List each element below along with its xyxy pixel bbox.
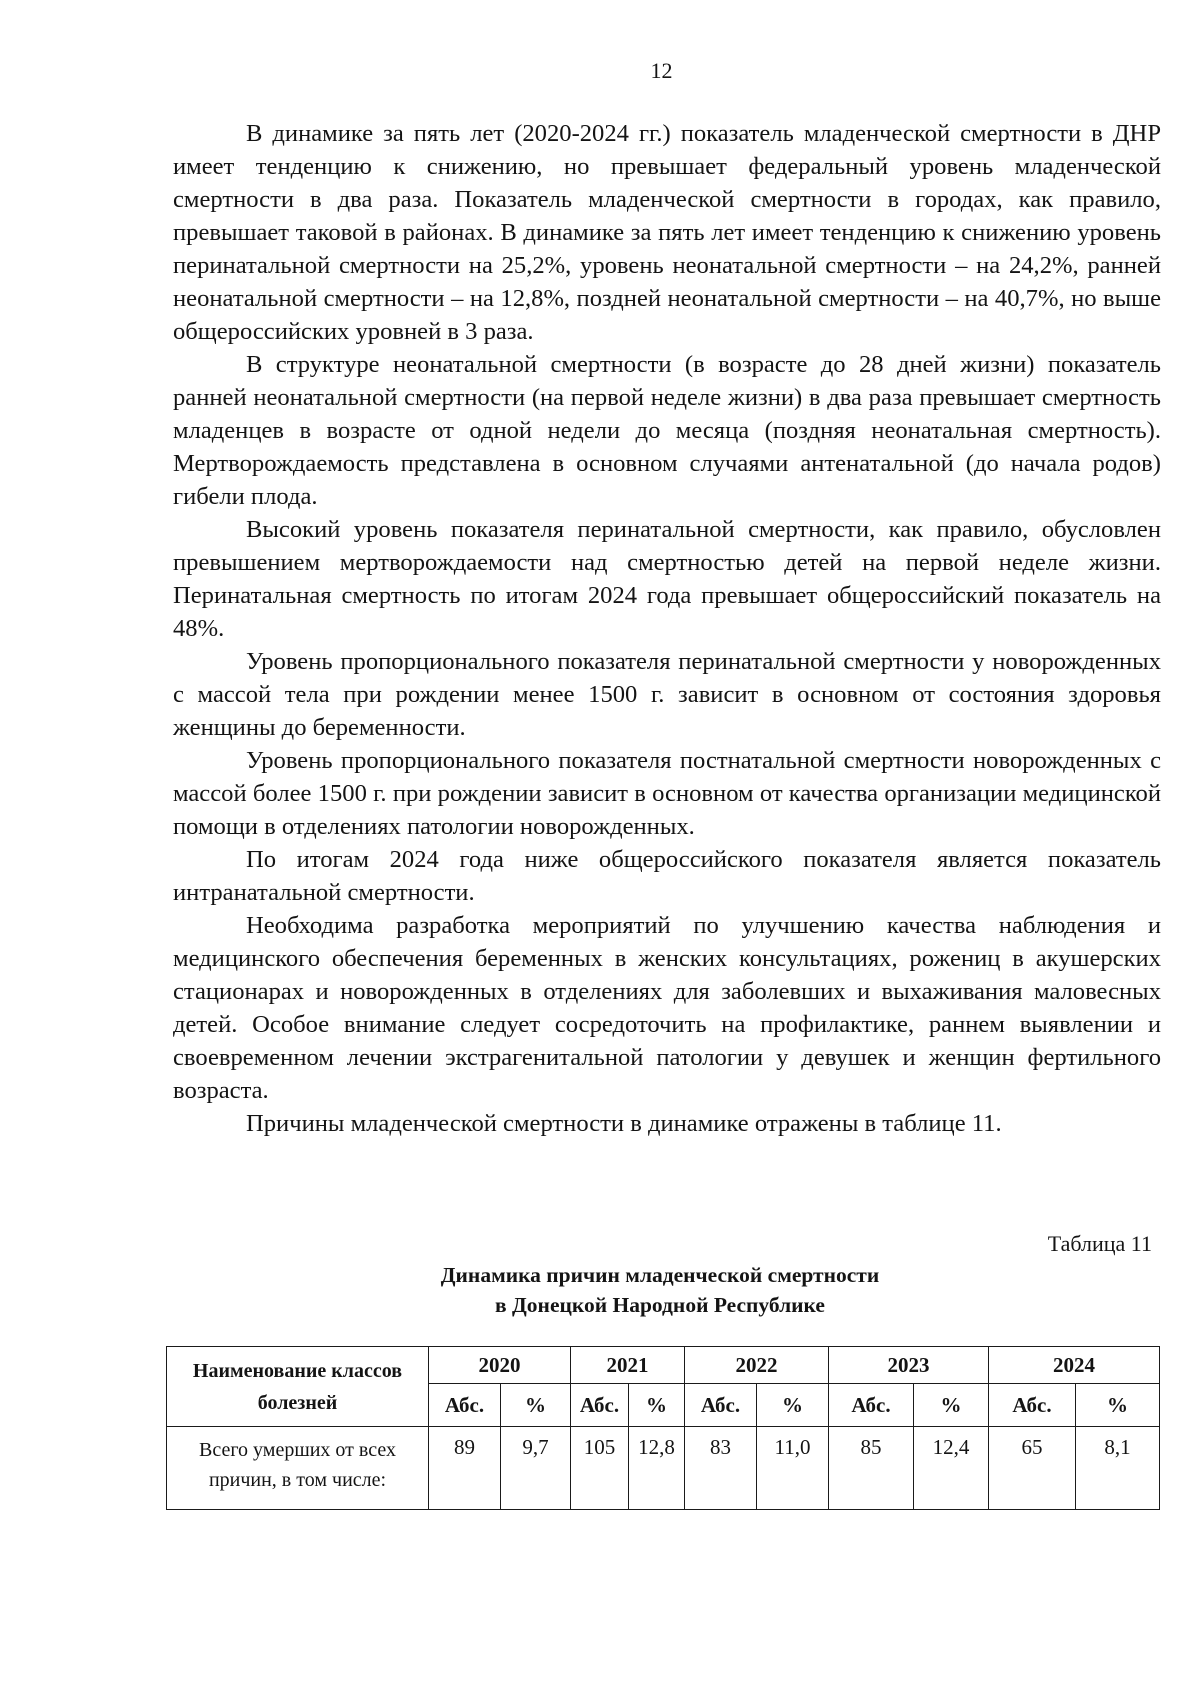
- paragraph: Высокий уровень показателя перинатальной смертности, как правило, обусловлен превышением мертворождаемости над смертностью детей на первой неделе жизни. Перинатальная смертность по итогам 2024 года превышает общероссийский показатель на 48%.: [173, 516, 1161, 642]
- header-cell-year: 2022: [685, 1347, 829, 1384]
- header-cell-year: 2024: [989, 1347, 1160, 1384]
- header-cell-pct: %: [757, 1384, 829, 1427]
- cell-text: Всего умерших от всех: [199, 1439, 396, 1461]
- mortality-causes-table: [166, 1346, 1160, 1510]
- paragraph: Необходима разработка мероприятий по улучшению качества наблюдения и медицинского обеспечения беременных в женских консультациях, рожениц в акушерских стационарах и новорожденных в отделениях для заболевших и выхаживания маловесных детей. Особое внимание следует сосредоточить на профилактике, раннем выявлении и своевременном лечении экстрагенитальной патологии у девушек и женщин фертильного возраста.: [173, 912, 1161, 1104]
- paragraph: По итогам 2024 года ниже общероссийского показателя является показатель интранатальной смертности.: [173, 846, 1161, 906]
- table-label: Таблица 11: [1047, 1231, 1152, 1256]
- cell-value: 12,4: [914, 1427, 989, 1510]
- cell-text: причин, в том числе:: [208, 1469, 387, 1491]
- body-text: [173, 117, 1161, 1140]
- paragraph: В динамике за пять лет (2020-2024 гг.) показатель младенческой смертности в ДНР имеет тенденцию к снижению, но превышает федеральный уровень младенческой смертности в два раза. Показатель младенческой смертности в городах, как правило, превышает таковой в районах. В динамике за пять лет имеет тенденцию к снижению уровень перинатальной смертности на 25,2%, уровень неонатальной смертности – на 24,2%, ранней неонатальной смертности – на 12,8%, поздней неонатальной смертности – на 40,7%, но выше общероссийских уровней в 3 раза.: [173, 120, 1161, 345]
- cell-value: 89: [429, 1427, 501, 1510]
- header-cell-year: 2021: [571, 1347, 685, 1384]
- table-header-row: [167, 1347, 1160, 1384]
- header-cell-pct: %: [1076, 1384, 1160, 1427]
- header-cell-pct: %: [914, 1384, 989, 1427]
- table-title: [160, 1260, 1160, 1320]
- table-title-line: в Донецкой Народной Республике: [495, 1293, 825, 1317]
- header-cell-year: 2020: [429, 1347, 571, 1384]
- header-cell-abs: Абс.: [829, 1384, 914, 1427]
- header-cell-abs: Абс.: [989, 1384, 1076, 1427]
- header-cell-disease-class: [167, 1347, 429, 1427]
- table-title-line: Динамика причин младенческой смертности: [440, 1263, 880, 1287]
- header-cell-year: 2023: [829, 1347, 989, 1384]
- table-row: [167, 1427, 1160, 1510]
- header-cell-pct: %: [501, 1384, 571, 1427]
- cell-value: 9,7: [501, 1427, 571, 1510]
- paragraph: В структуре неонатальной смертности (в возрасте до 28 дней жизни) показатель ранней неонатальной смертности (на первой неделе жизни) в два раза превышает смертность младенцев в возрасте от одной недели до месяца (поздняя неонатальная смертность). Мертворождаемость представлена в основном случаями антенатальной (до начала родов) гибели плода.: [173, 351, 1161, 510]
- cell-value: 105: [571, 1427, 629, 1510]
- cell-value: 83: [685, 1427, 757, 1510]
- cell-disease-class: [167, 1427, 429, 1510]
- paragraph: Уровень пропорционального показателя перинатальной смертности у новорожденных с массой тела при рождении менее 1500 г. зависит в основном от состояния здоровья женщины до беременности.: [173, 648, 1161, 741]
- header-text: болезней: [257, 1391, 338, 1414]
- cell-value: 12,8: [629, 1427, 685, 1510]
- page-number: 12: [650, 58, 673, 83]
- header-cell-pct: %: [629, 1384, 685, 1427]
- paragraph: Уровень пропорционального показателя постнатальной смертности новорожденных с массой более 1500 г. при рождении зависит в основном от качества организации медицинской помощи в отделениях патологии новорожденных.: [173, 747, 1161, 840]
- paragraph: Причины младенческой смертности в динамике отражены в таблице 11.: [246, 1110, 1002, 1137]
- cell-value: 65: [989, 1427, 1076, 1510]
- header-cell-abs: Абс.: [685, 1384, 757, 1427]
- header-cell-abs: Абс.: [429, 1384, 501, 1427]
- cell-value: 11,0: [757, 1427, 829, 1510]
- cell-value: 85: [829, 1427, 914, 1510]
- cell-value: 8,1: [1076, 1427, 1160, 1510]
- header-cell-abs: Абс.: [571, 1384, 629, 1427]
- header-text: Наименование классов: [192, 1359, 403, 1382]
